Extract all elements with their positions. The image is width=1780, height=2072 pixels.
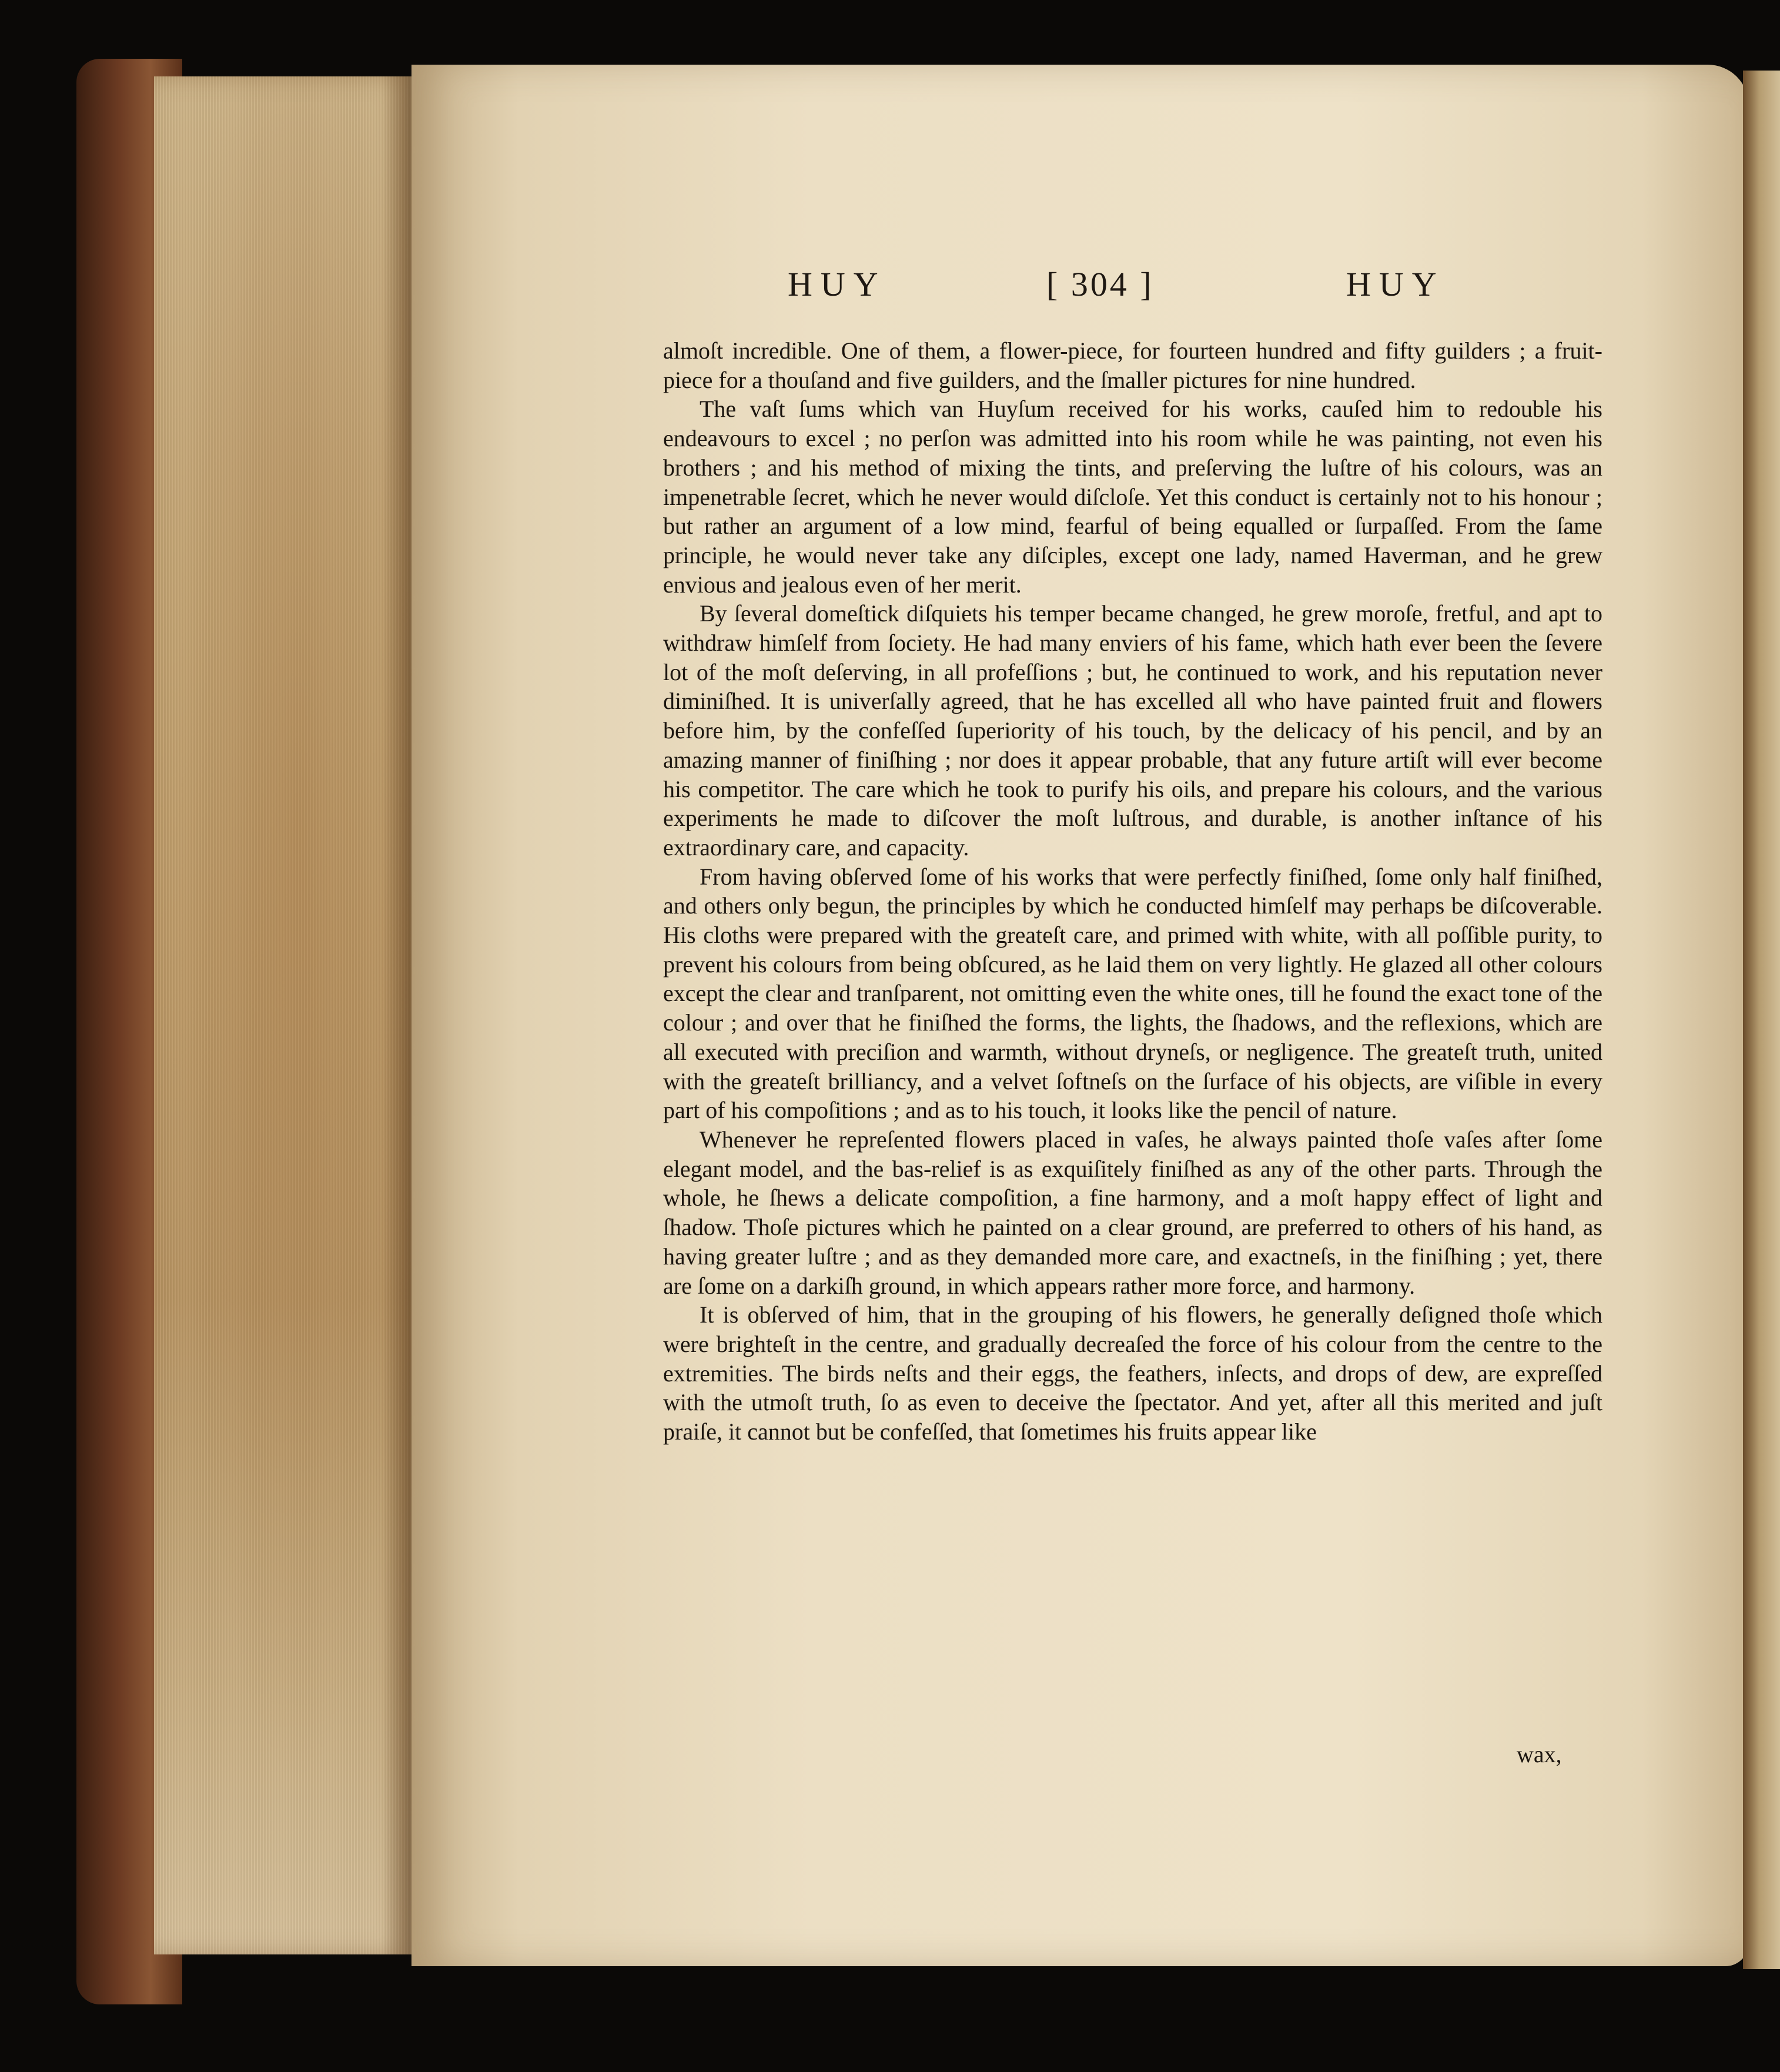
running-head-left: HUY: [788, 265, 886, 303]
running-head-right: HUY: [1346, 265, 1445, 303]
page-number: [ 304 ]: [1046, 265, 1154, 303]
catchword: wax,: [1517, 1741, 1562, 1768]
facing-page-edge: [1743, 71, 1780, 1969]
paragraph: The vaſt ſums which van Huyſum received for his works, cauſed him to redouble his endeavours to excel ; no perſon was admitted into his room while he was painting, not even his brothers ; and his method of mixing the tints, and preſerving the luſtre of his colours, was an impenetrable ſecret, which he never would diſcloſe. Yet this conduct is certainly not to his honour ; but rather an argument of a low mind, fearful of being equalled or ſurpaſſed. From the ſame principle, he would never take any diſciples, except one lady, named Haverman, and he grew envious and jealous even of her merit.: [663, 396, 1602, 598]
paragraph: By ſeveral domeſtick diſquiets his temper became changed, he grew moroſe, fretful, and apt to withdraw himſelf from ſociety. He had many enviers of his fame, which hath ever been the ſevere lot of the moſt deſerving, in all profeſſions ; but, he continued to work, and his reputation never diminiſhed. It is univerſally agreed, that he has excelled all who have painted fruit and flowers before him, by the confeſſed ſuperiority of his touch, by the delicacy of his pencil, and by an amazing manner of finiſhing ; nor does it appear probable, that any future artiſt will ever become his competitor. The care which he took to purify his oils, and prepare his colours, and the various experiments he made to diſcover the moſt luſtrous, and durable, is another inſtance of his extraordinary care, and capacity.: [663, 600, 1602, 861]
paragraph: It is obſerved of him, that in the grouping of his flowers, he generally deſigned thoſe which were brighteſt in the centre, and gradually decreaſed the force of his colour from the centre to the extremities. The birds neſts and their eggs, the feathers, inſects, and drops of dew, are expreſſed with the utmoſt truth, ſo as even to deceive the ſpectator. And yet, after all this merited and juſt praiſe, it cannot but be confeſſed, that ſometimes his fruits appear like: [663, 1301, 1602, 1445]
body-text: [663, 336, 1602, 1447]
page-edges-stain: [154, 76, 413, 1954]
paragraph-continuation: almoſt incredible. One of them, a flower-piece, for fourteen hundred and fifty guilders ; a fruit-piece for a thouſand and five guilders, and the ſmaller pictures for nine hundred.: [663, 337, 1602, 393]
paragraph: Whenever he repreſented flowers placed in vaſes, he always painted thoſe vaſes after ſome elegant model, and the bas-relief is as exquiſitely finiſhed as any of the other parts. Through the whole, he ſhews a delicate compoſition, a fine harmony, and a moſt happy effect of light and ſhadow. Thoſe pictures which he painted on a clear ground, are preferred to others of his hand, as having greater luſtre ; and as they demanded more care, and exactneſs, in the finiſhing ; yet, there are ſome on a darkiſh ground, in which appears rather more force, and harmony.: [663, 1126, 1602, 1299]
paragraph: From having obſerved ſome of his works that were perfectly finiſhed, ſome only half finiſhed, and others only begun, the principles by which he conducted himſelf may perhaps be diſcoverable. His cloths were prepared with the greateſt care, and primed with white, with all poſſible purity, to prevent his colours from being obſcured, as he laid them on very lightly. He glazed all other colours except the clear and tranſparent, not omitting even the white ones, till he found the exact tone of the colour ; and over that he finiſhed the forms, the lights, the ſhadows, and the reflexions, which are all executed with preciſion and warmth, without dryneſs, or negligence. The greateſt truth, united with the greateſt brilliancy, and a velvet ſoftneſs on the ſurface of his objects, are viſible in every part of his compoſitions ; and as to his touch, it looks like the pencil of nature.: [663, 863, 1602, 1124]
